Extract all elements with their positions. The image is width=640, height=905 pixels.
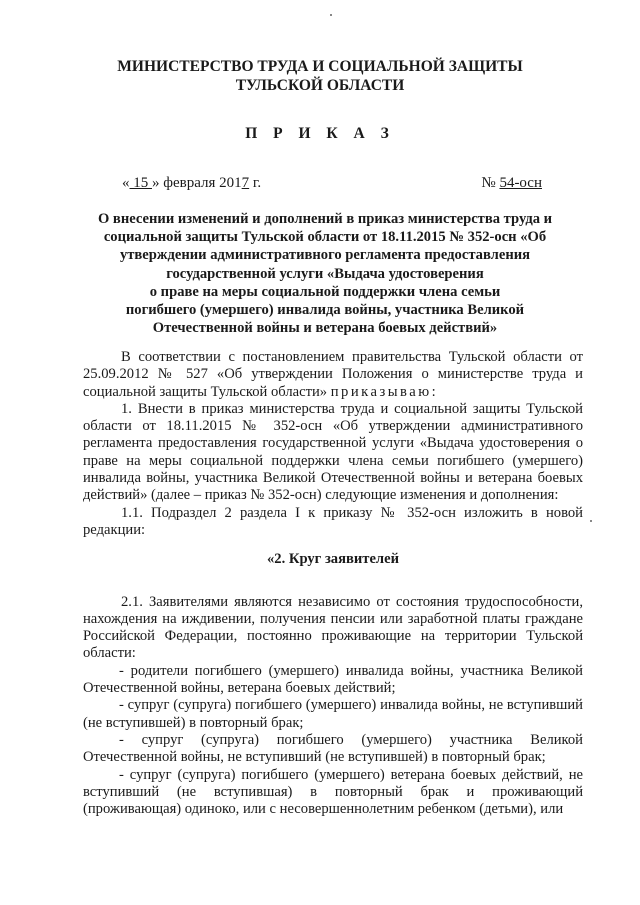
date-close-quote: »	[152, 175, 160, 191]
date-day: 15	[129, 175, 152, 191]
paragraph-preamble	[83, 349, 583, 401]
title-line: социальной защиты Тульской области от 18.11.2015 № 352-осн «Об	[103, 229, 547, 246]
date-month-year: февраля 201	[159, 175, 242, 191]
title-line: О внесении изменений и дополнений в приказ министерства труда и	[97, 211, 553, 227]
title-line: государственной услуги «Выдача удостоверения	[166, 265, 484, 282]
scan-mark	[590, 520, 592, 522]
list-item: - супруг (супруга) погибшего (умершего) инвалида войны, не вступивший (не вступившей) в повторный брак;	[83, 697, 583, 731]
preamble-colon: :	[431, 383, 436, 400]
preamble-text: В соответствии с постановлением правительства Тульской области от 25.09.2012 № 527 «Об утверждении Положения о министерстве труда и социальной защиты Тульской области»	[83, 349, 583, 400]
list-item: - родители погибшего (умершего) инвалида войны, участника Великой Отечественной войны, ветерана боевых действий;	[83, 662, 583, 697]
title-line: о праве на меры социальной поддержки члена семьи	[149, 283, 501, 300]
date-year-digit: 7	[241, 175, 250, 191]
paragraph-item-1: 1. Внести в приказ министерства труда и социальной защиты Тульской области от 18.11.2015 № 352-осн «Об утверждении административного регламента предоставления государственной услуги «Выдача удостоверения о праве на меры социальной поддержки члена семьи погибшего (умершего) инвалида войны, участника Великой Отечественной войны и ветерана боевых действий» (далее – приказ № 352-осн) следующие изменения и дополнения:	[83, 400, 583, 504]
title-line: Отечественной войны и ветерана боевых действий»	[152, 320, 498, 337]
document-type: П Р И К А З	[245, 125, 395, 142]
ministry-line-1: МИНИСТЕРСТВО ТРУДА И СОЦИАЛЬНОЙ ЗАЩИТЫ	[117, 58, 523, 75]
document-number	[481, 175, 542, 192]
paragraph-item-1-1: 1.1. Подраздел 2 раздела I к приказу № 352-осн изложить в новой редакции:	[83, 504, 583, 538]
date-open-quote: «	[122, 175, 130, 191]
number-prefix: №	[481, 175, 500, 191]
section-heading: «2. Круг заявителей	[266, 551, 400, 568]
order-word: приказываю	[330, 383, 432, 400]
list-item: - супруг (супруга) погибшего (умершего) участника Великой Отечественной войны, не вступивший (не вступившей) в повторный брак;	[83, 731, 583, 766]
number-value: 54-осн	[499, 175, 542, 191]
scan-mark	[330, 14, 332, 16]
paragraph-2-1: 2.1. Заявителями являются независимо от состояния трудоспособности, нахождения на иждивении, получения пенсии или заработной платы граждане Российской Федерации, постоянно проживающие на территории Тульской области:	[83, 593, 583, 662]
ministry-header	[0, 57, 640, 95]
ministry-line-2: ТУЛЬСКОЙ ОБЛАСТИ	[235, 77, 405, 94]
date-suffix: г.	[249, 175, 262, 191]
title-line: утверждении административного регламента предоставления	[119, 247, 531, 264]
list-item: - супруг (супруга) погибшего (умершего) ветерана боевых действий, не вступивший (не вступившая) в повторный брак и проживающий (проживающая) одиноко, или с несовершеннолетним ребенком (детьми), или	[83, 766, 583, 818]
document-date	[122, 175, 261, 192]
document-title	[90, 210, 560, 337]
document-body	[83, 349, 583, 818]
title-line: погибшего (умершего) инвалида войны, участника Великой	[125, 302, 525, 319]
